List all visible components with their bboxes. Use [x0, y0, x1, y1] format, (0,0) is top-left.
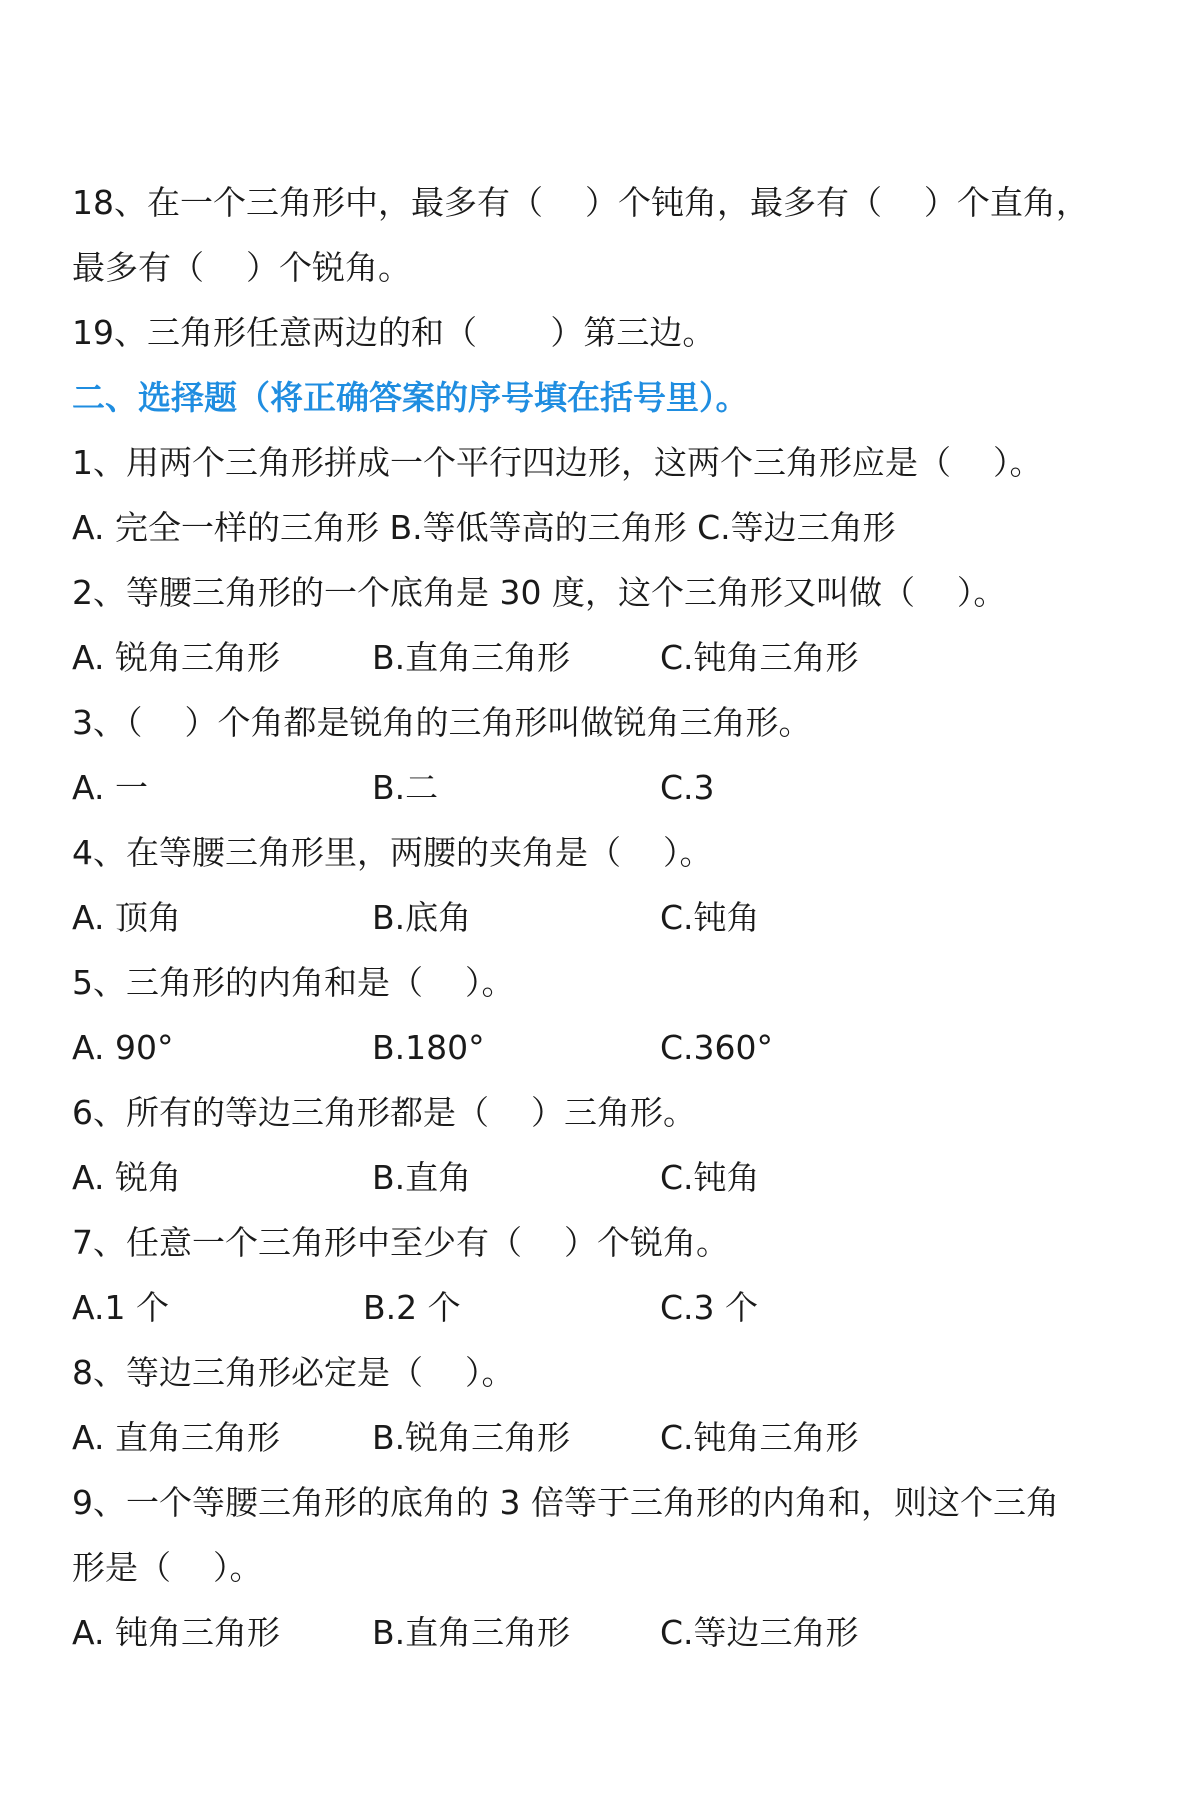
- option-b: B.2 个: [363, 1288, 461, 1327]
- question-18-line-2: 最多有（ ）个锐角。: [72, 248, 411, 287]
- option-a: A. 直角三角形: [72, 1418, 280, 1457]
- option-c: C.钝角: [660, 898, 760, 937]
- option-c: C.钝角三角形: [660, 1418, 859, 1457]
- question-9-options: [0, 1608, 1180, 1658]
- question-7-options: [0, 1283, 1180, 1333]
- option-c: C.3: [660, 768, 715, 807]
- option-b: B.直角: [372, 1158, 472, 1197]
- option-a: A. 顶角: [72, 898, 181, 937]
- question-4-options: [0, 893, 1180, 943]
- option-c: C.等边三角形: [660, 1613, 859, 1652]
- option-a: A. 90°: [72, 1028, 174, 1067]
- question-2-options: [0, 633, 1180, 683]
- option-a: A. 钝角三角形: [72, 1613, 280, 1652]
- question-3-stem: 3、（ ）个角都是锐角的三角形叫做锐角三角形。: [72, 703, 812, 742]
- question-2-stem: 2、等腰三角形的一个底角是 30 度，这个三角形又叫做（ ）。: [72, 573, 1007, 612]
- option-b: B.直角三角形: [372, 638, 571, 677]
- question-1-stem: 1、用两个三角形拼成一个平行四边形，这两个三角形应是（ ）。: [72, 443, 1043, 482]
- question-6-stem: 6、所有的等边三角形都是（ ）三角形。: [72, 1093, 696, 1132]
- question-8-options: [0, 1413, 1180, 1463]
- question-9-stem-line-1: 9、一个等腰三角形的底角的 3 倍等于三角形的内角和，则这个三角: [72, 1483, 1059, 1522]
- question-8-stem: 8、等边三角形必定是（ ）。: [72, 1353, 515, 1392]
- option-c: C.360°: [660, 1028, 774, 1067]
- option-a: A. 一: [72, 768, 148, 807]
- option-a: A.1 个: [72, 1288, 169, 1327]
- option-b: B.锐角三角形: [372, 1418, 571, 1457]
- question-1-options: A. 完全一样的三角形 B.等低等高的三角形 C.等边三角形: [72, 508, 896, 547]
- option-a: A. 锐角: [72, 1158, 181, 1197]
- question-6-options: [0, 1153, 1180, 1203]
- question-5-options: [0, 1023, 1180, 1073]
- question-7-stem: 7、任意一个三角形中至少有（ ）个锐角。: [72, 1223, 729, 1262]
- option-c: C.3 个: [660, 1288, 759, 1327]
- option-c: C.钝角三角形: [660, 638, 859, 677]
- option-a: A. 锐角三角形: [72, 638, 280, 677]
- section-title: 二、选择题（将正确答案的序号填在括号里）。: [72, 378, 749, 417]
- question-5-stem: 5、三角形的内角和是（ ）。: [72, 963, 515, 1002]
- option-b: B.直角三角形: [372, 1613, 571, 1652]
- option-c: C.钝角: [660, 1158, 760, 1197]
- question-19: 19、三角形任意两边的和（ ）第三边。: [72, 313, 716, 352]
- question-3-options: [0, 763, 1180, 813]
- option-b: B.二: [372, 768, 439, 807]
- option-b: B.180°: [372, 1028, 485, 1067]
- question-9-stem-line-2: 形是（ ）。: [72, 1548, 263, 1587]
- question-4-stem: 4、在等腰三角形里，两腰的夹角是（ ）。: [72, 833, 713, 872]
- question-18-line-1: 18、在一个三角形中，最多有（ ）个钝角，最多有（ ）个直角，: [72, 183, 1089, 222]
- option-b: B.底角: [372, 898, 472, 937]
